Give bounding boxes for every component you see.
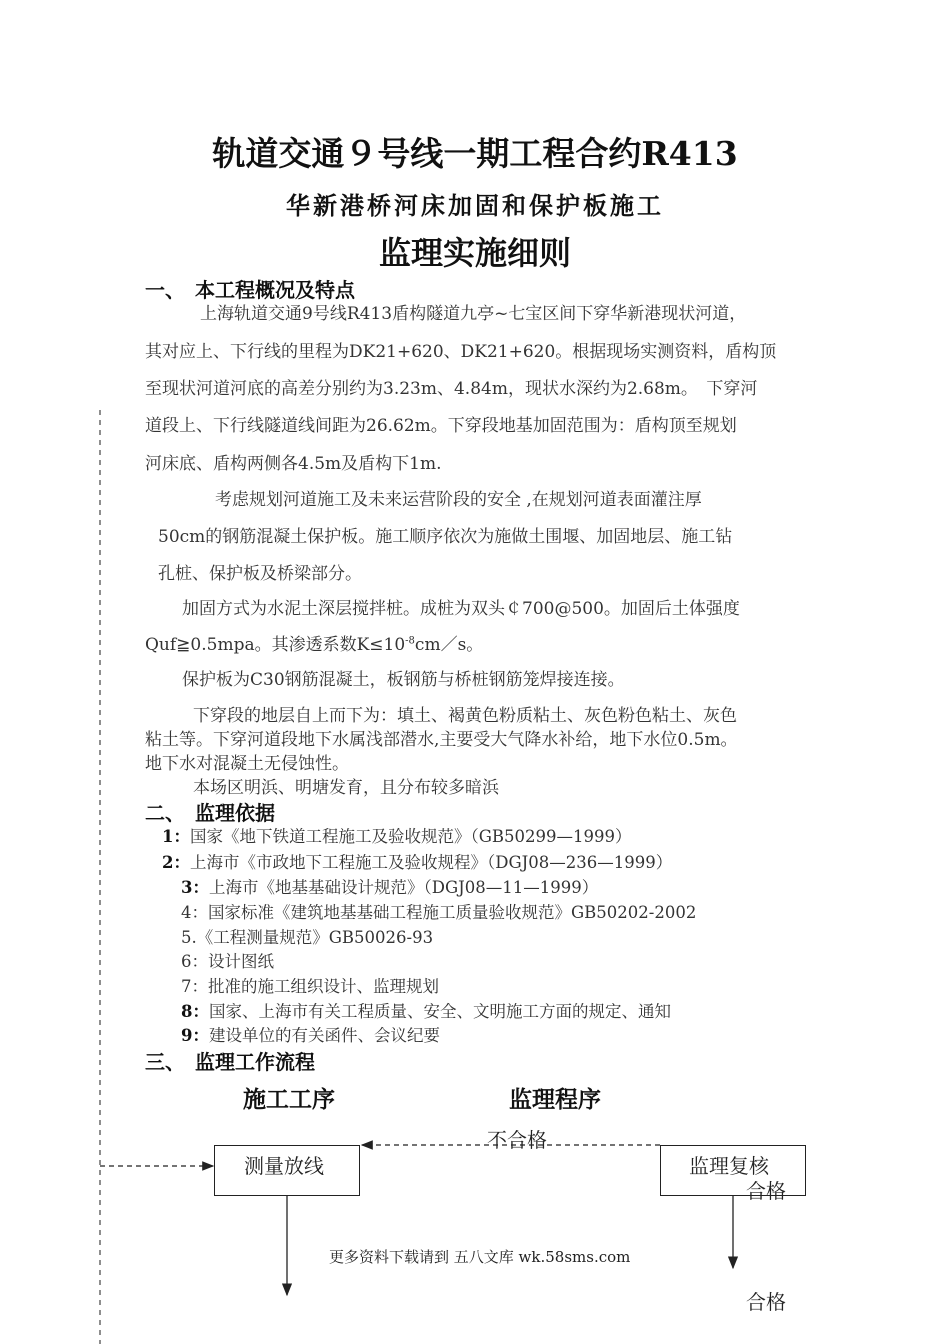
section1-para1-line3: 至现状河道河底的高差分别约为3.23m、4.84m，现状水深约为2.68m。 下穿河 (145, 379, 758, 399)
footer-text: 更多资料下载请到 五八文库 wk.58sms.com (329, 1248, 631, 1266)
flow-box-review-label: 监理复核 (689, 1154, 769, 1178)
basis-item-7: 7：批准的施工组织设计、监理规划 (181, 977, 439, 996)
flow-box-survey-label: 测量放线 (244, 1154, 324, 1178)
section1-para6: 本场区明浜、明塘发育，且分布较多暗浜 (193, 778, 499, 798)
section3-heading: 三、 监理工作流程 (145, 1050, 315, 1074)
section1-para2-line1: 考虑规划河道施工及未来运营阶段的安全 ,在规划河道表面灌注厚 (215, 490, 702, 510)
basis-item-9: 9：建设单位的有关函件、会议纪要 (181, 1026, 440, 1045)
label-qualified-2: 合格 (746, 1290, 786, 1314)
section1-para1-line5: 河床底、盾构两侧各4.5m及盾构下1m. (145, 454, 442, 474)
section1-para1-line4: 道段上、下行线隧道线间距为26.62m。下穿段地基加固范围为：盾构顶至规划 (145, 416, 737, 436)
basis-item-5: 5.《工程测量规范》GB50026-93 (181, 928, 434, 947)
section1-para2-line3: 孔桩、保护板及桥梁部分。 (158, 564, 362, 584)
section1-para5-line2: 粘土等。下穿河道段地下水属浅部潜水,主要受大气降水补给，地下水位0.5m。 (145, 730, 738, 750)
section1-heading: 一、 本工程概况及特点 (145, 278, 355, 302)
document-title: 轨道交通９号线一期工程合约R413 (212, 134, 738, 173)
section1-para3-line1: 加固方式为水泥土深层搅拌桩。成桩为双头￠700@500。加固后土体强度 (182, 599, 740, 619)
basis-item-2: 2：上海市《市政地下工程施工及验收规程》（DGJ08—236—1999） (162, 853, 673, 872)
label-qualified-1: 合格 (746, 1179, 786, 1203)
section1-para1-line2: 其对应上、下行线的里程为DK21+620、DK21+620。根据现场实测资料，盾构顶 (145, 342, 777, 362)
basis-item-8: 8：国家、上海市有关工程质量、安全、文明施工方面的规定、通知 (181, 1002, 671, 1021)
section1-para1-line1: 上海轨道交通9号线R413盾构隧道九亭~七宝区间下穿华新港现状河道， (200, 304, 747, 324)
basis-item-3: 3：上海市《地基基础设计规范》（DGJ08—11—1999） (181, 878, 599, 897)
section1-para4: 保护板为C30钢筋混凝土，板钢筋与桥桩钢筋笼焊接连接。 (182, 670, 625, 690)
document-title-main: 监理实施细则 (378, 234, 571, 272)
flow-column-construction: 施工工序 (243, 1086, 335, 1113)
section1-para5-line1: 下穿段的地层自上而下为：填土、褐黄色粉质粘土、灰色粉色粘土、灰色 (193, 706, 737, 726)
document-subtitle: 华新港桥河床加固和保护板施工 (286, 191, 664, 220)
section1-para2-line2: 50cm的钢筋混凝土保护板。施工顺序依次为施做土围堰、加固地层、施工钻 (158, 527, 733, 547)
basis-item-6: 6：设计图纸 (181, 952, 274, 971)
flow-column-supervision: 监理程序 (509, 1086, 601, 1113)
basis-item-4: 4：国家标准《建筑地基基础工程施工质量验收规范》GB50202-2002 (181, 903, 697, 922)
section1-para5-line3: 地下水对混凝土无侵蚀性。 (145, 754, 349, 774)
label-not-qualified: 不合格 (487, 1128, 547, 1152)
section1-para3-line2: Quf≧0.5mpa。其渗透系数$K\le 10^{-8}cm/s$。 (145, 635, 484, 655)
section2-heading: 二、 监理依据 (145, 801, 275, 825)
basis-item-1: 1：国家《地下铁道工程施工及验收规范》（GB50299—1999） (162, 827, 632, 846)
